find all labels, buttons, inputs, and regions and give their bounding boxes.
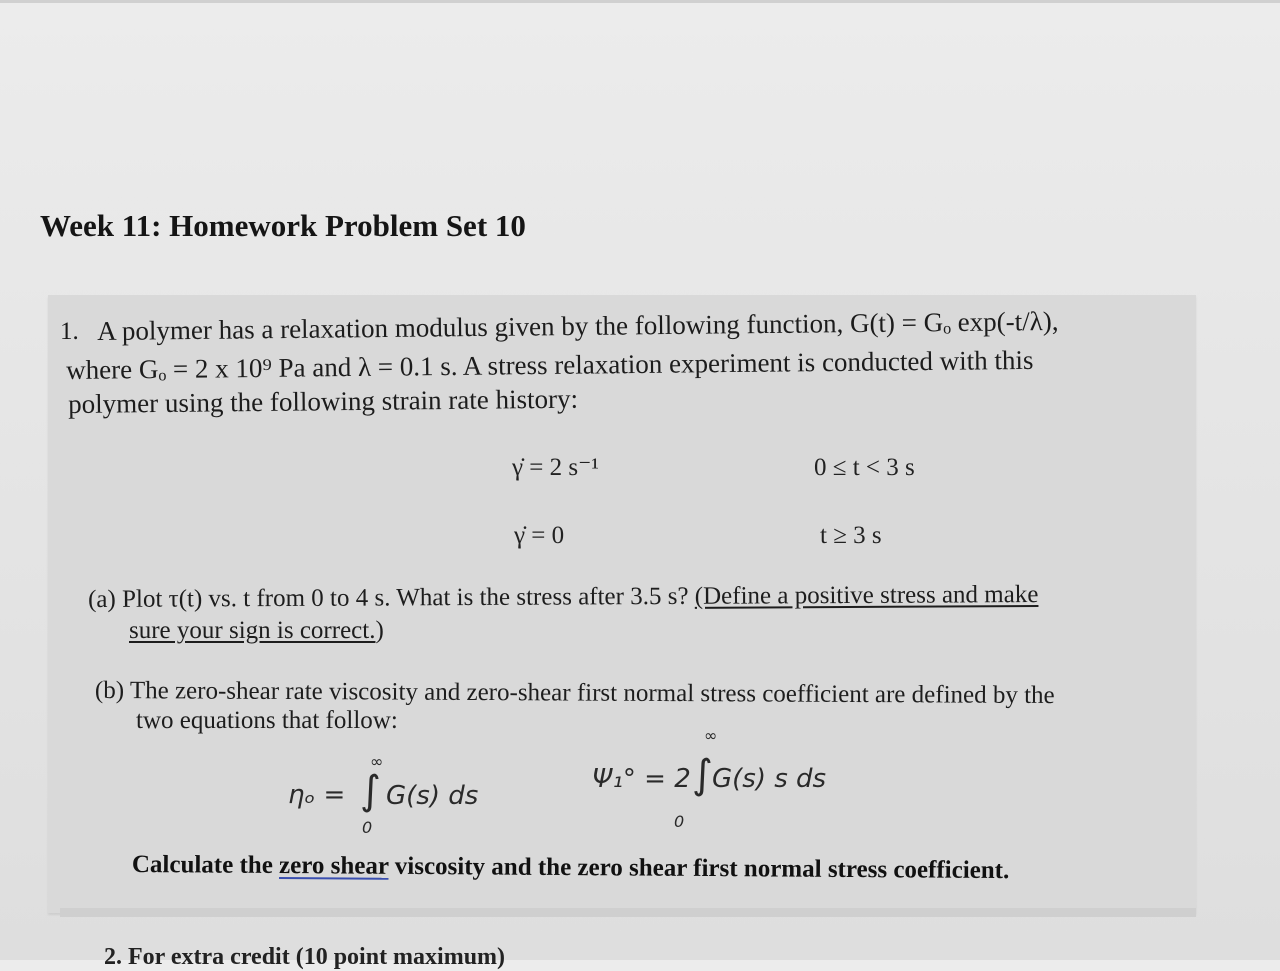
strain-rate-cond-2: t ≥ 3 s — [820, 522, 882, 549]
handwritten-viscosity-lhs: ηₒ = — [288, 780, 346, 810]
page-top-edge — [0, 0, 1280, 3]
part-a-close-paren: ) — [375, 617, 384, 644]
problem-line-3: polymer using the following strain rate history: — [68, 383, 579, 419]
part-a-text: (a) Plot τ(t) vs. t from 0 to 4 s. What is the stress after 3.5 s? — [88, 582, 695, 613]
part-a-underlined-1: (Define a positive stress and make — [694, 581, 1039, 610]
strain-rate-eq-2: γ̇ = 0 — [514, 522, 565, 549]
problem-2-cutoff: 2. For extra credit (10 point maximum) — [104, 944, 506, 970]
page-title: Week 11: Homework Problem Set 10 — [40, 208, 526, 243]
handwritten-integral-1: ∫ — [360, 768, 381, 814]
handwritten-lower-limit-2: 0 — [674, 812, 685, 831]
calculate-text-post: viscosity and the zero shear first normal stress coefficient. — [388, 852, 1010, 885]
problem-number: 1. — [60, 318, 79, 345]
handwritten-integrand-1: G(s) ds — [386, 781, 479, 811]
handwritten-integral-2: ∫ — [692, 752, 713, 798]
problem-line-2: where Gₒ = 2 x 10⁹ Pa and λ = 0.1 s. A stress relaxation experiment is conducted with this — [66, 344, 1034, 385]
part-a-line-2 — [129, 617, 384, 645]
handwritten-upper-limit-2: ∞ — [704, 726, 718, 745]
strain-rate-cond-1: 0 ≤ t < 3 s — [814, 454, 915, 481]
part-b-line-1: (b) The zero-shear rate viscosity and zero-shear first normal stress coefficient are defined by the — [94, 677, 1055, 710]
handwritten-upper-limit-1: ∞ — [370, 752, 384, 771]
calculate-underlined: zero shear — [279, 852, 389, 880]
problem-box-shadow — [60, 908, 1196, 917]
part-b-line-2: two equations that follow: — [136, 707, 398, 734]
handwritten-integrand-2: G(s) s ds — [712, 764, 827, 794]
problem-line-1: A polymer has a relaxation modulus given by the following function, G(t) = Gₒ exp(-t/λ), — [97, 305, 1059, 346]
calculate-text-pre: Calculate the — [131, 851, 280, 880]
part-a-line-1 — [88, 581, 1038, 614]
part-a-underlined-2: sure your sign is correct. — [129, 617, 376, 644]
handwritten-normal-stress-lhs: Ψ₁° = 2 — [592, 764, 691, 794]
strain-rate-eq-1: γ̇ = 2 s⁻¹ — [512, 454, 599, 481]
handwritten-lower-limit-1: 0 — [362, 818, 373, 837]
